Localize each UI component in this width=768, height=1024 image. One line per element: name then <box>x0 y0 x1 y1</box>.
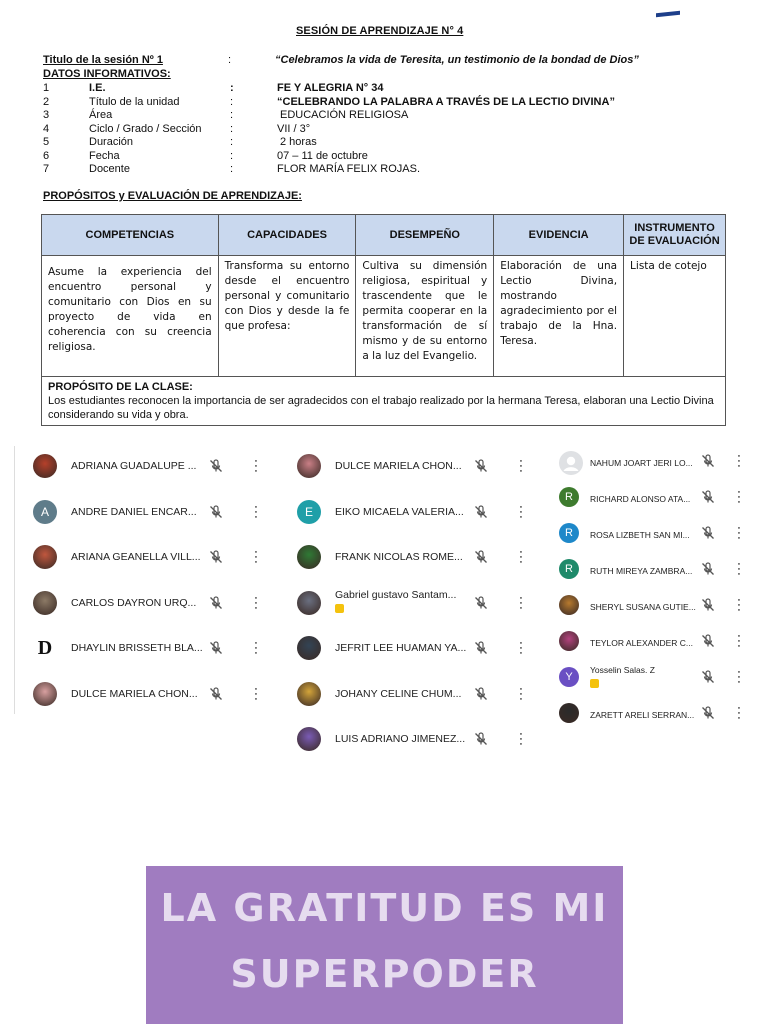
participant-name: CARLOS DAYRON URQ... <box>71 596 197 609</box>
photo-avatar <box>297 545 321 569</box>
participant-name: NAHUM JOART JERI LO... <box>590 458 693 468</box>
more-options-icon[interactable]: ● ● ● <box>737 705 741 720</box>
more-options-icon[interactable]: ● ● ● <box>737 597 741 612</box>
info-row: 5 Duración : 2 horas <box>43 136 317 148</box>
mic-off-icon[interactable] <box>473 731 489 747</box>
mic-off-icon[interactable] <box>700 633 716 649</box>
participant-name: ADRIANA GUADALUPE ... <box>71 460 197 472</box>
participant-tile[interactable] <box>297 588 529 615</box>
participant-name: EIKO MICAELA VALERIA... <box>335 505 464 518</box>
photo-avatar <box>297 727 321 751</box>
info-row: 3 Área : EDUCACIÓN RELIGIOSA <box>43 109 409 121</box>
avatar-letter: Y <box>559 667 579 687</box>
mic-off-icon[interactable] <box>208 686 224 702</box>
header-instrumento: INSTRUMENTO DE EVALUACIÓN <box>624 215 726 256</box>
avatar-letter: E <box>297 500 321 524</box>
participant-tile[interactable] <box>297 636 529 660</box>
participant-name: JEFRIT LEE HUAMAN YA... <box>335 642 467 654</box>
cell-instrumento: Lista de cotejo <box>624 256 726 377</box>
datos-heading: DATOS INFORMATIVOS: <box>43 68 171 80</box>
mic-off-icon[interactable] <box>700 597 716 613</box>
panel-divider <box>14 446 15 714</box>
participant-tile[interactable] <box>33 591 264 615</box>
blue-mark <box>656 11 680 18</box>
cell-evidencia: Elaboración de una Lectio Divina, mostrando agradecimiento por el trabajo de la Hna. Teresa. <box>494 256 624 377</box>
participant-name: RUTH MIREYA ZAMBRA... <box>590 566 693 576</box>
mic-off-icon[interactable] <box>208 640 224 656</box>
participant-tile[interactable] <box>559 487 747 511</box>
more-options-icon[interactable]: ● ● ● <box>519 549 523 564</box>
info-row: 2 Título de la unidad : “CELEBRANDO LA PALABRA A TRAVÉS DE LA LECTIO DIVINA” <box>43 95 615 108</box>
participant-tile[interactable] <box>297 500 529 524</box>
more-options-icon[interactable]: ● ● ● <box>737 561 741 576</box>
mic-off-icon[interactable] <box>208 595 224 611</box>
more-options-icon[interactable]: ● ● ● <box>254 549 258 564</box>
photo-avatar <box>559 631 579 651</box>
participant-name: DULCE MARIELA CHON... <box>71 687 198 700</box>
participant-tile[interactable] <box>559 703 747 727</box>
participant-tile[interactable] <box>559 631 747 655</box>
cell-competencia: Asume la experiencia del encuentro personal y comunitario con Dios en su proyecto de vida en coherencia con su creencia religiosa. <box>42 256 219 377</box>
info-row: 6 Fecha : 07 – 11 de octubre <box>43 149 368 162</box>
participant-name: Gabriel gustavo Santam... <box>335 588 457 601</box>
banner-line-2: SUPERPODER <box>230 952 539 996</box>
participant-tile[interactable] <box>33 636 264 660</box>
participant-tile[interactable] <box>559 667 747 691</box>
more-options-icon[interactable]: ● ● ● <box>519 594 523 610</box>
gratitude-banner <box>146 866 623 1024</box>
participant-tile[interactable] <box>297 454 529 478</box>
participant-tile[interactable] <box>33 500 264 524</box>
photo-avatar <box>33 454 57 478</box>
participant-name: RICHARD ALONSO ATA... <box>590 494 691 504</box>
more-options-icon[interactable]: ● ● ● <box>254 594 258 610</box>
info-row: 1 I.E. : FE Y ALEGRIA N° 34 <box>43 82 384 94</box>
photo-avatar <box>297 591 321 615</box>
participant-tile[interactable] <box>559 523 747 547</box>
mic-off-icon[interactable] <box>700 453 716 469</box>
avatar-letter: D <box>33 636 57 660</box>
doc-title: SESIÓN DE APRENDIZAJE N° 4 <box>296 25 464 37</box>
more-options-icon[interactable]: ● ● ● <box>519 640 523 655</box>
photo-avatar <box>33 591 57 615</box>
participant-name: JOHANY CELINE CHUM... <box>335 687 462 700</box>
participant-tile[interactable] <box>559 595 747 619</box>
participant-tile[interactable] <box>297 727 529 751</box>
class-purpose-cell <box>42 377 726 426</box>
mic-off-icon[interactable] <box>473 458 489 474</box>
info-row: 4 Ciclo / Grado / Sección : VII / 3° <box>43 122 311 135</box>
avatar-letter: R <box>559 559 579 579</box>
purposes-table <box>41 214 726 426</box>
avatar-letter: A <box>33 500 57 524</box>
header-desempeno: DESEMPEÑO <box>356 215 494 256</box>
more-options-icon[interactable]: ● ● ● <box>254 503 258 519</box>
participant-tile[interactable] <box>297 682 529 706</box>
mic-off-icon[interactable] <box>208 458 224 474</box>
header-evidencia: EVIDENCIA <box>494 215 624 256</box>
class-purpose-text: Los estudiantes reconocen la importancia de ser agradecidos con el trabajo realizado por la hermana Teresa, elaboran una Lectio Divina considerando su vida y obra. <box>48 395 714 421</box>
photo-avatar <box>559 703 579 723</box>
photo-avatar <box>33 682 57 706</box>
mic-off-icon[interactable] <box>473 549 489 565</box>
more-options-icon[interactable]: ● ● ● <box>254 640 258 655</box>
cell-capacidad: Transforma su entorno desde el encuentro personal y comunitario con Dios y desde la fe que profesa: <box>218 256 356 377</box>
more-options-icon[interactable]: ● ● ● <box>737 669 741 684</box>
more-options-icon[interactable]: ● ● ● <box>737 453 741 468</box>
participant-tile[interactable] <box>33 545 264 569</box>
more-options-icon[interactable]: ● ● ● <box>519 685 523 701</box>
info-row: 7 Docente : FLOR MARÍA FELIX ROJAS. <box>43 163 421 175</box>
participant-name: ARIANA GEANELLA VILL... <box>71 551 201 563</box>
participant-tile[interactable] <box>33 682 264 706</box>
participant-name: LUIS ADRIANO JIMENEZ... <box>335 733 466 745</box>
more-options-icon[interactable]: ● ● ● <box>519 458 523 473</box>
mic-off-icon[interactable] <box>700 489 716 505</box>
header-competencias: COMPETENCIAS <box>42 215 219 256</box>
mic-off-icon[interactable] <box>208 504 224 520</box>
session-value: “Celebramos la vida de Teresita, un testimonio de la bondad de Dios” <box>275 54 639 66</box>
photo-avatar <box>33 545 57 569</box>
session-colon: : <box>228 54 232 66</box>
default-avatar-icon <box>559 451 579 471</box>
mic-off-icon[interactable] <box>473 504 489 520</box>
more-options-icon[interactable]: ● ● ● <box>254 685 258 701</box>
mic-off-icon[interactable] <box>700 561 716 577</box>
mic-off-icon[interactable] <box>700 525 716 541</box>
photo-avatar <box>559 595 579 615</box>
participant-name: ROSA LIZBETH SAN MI... <box>590 530 690 540</box>
mic-off-icon[interactable] <box>700 705 716 721</box>
participant-name: TEYLOR ALEXANDER C... <box>590 638 693 648</box>
session-label: Titulo de la sesión Nº 1 <box>43 54 163 66</box>
participant-name: ZARETT ARELI SERRAN... <box>590 710 695 720</box>
class-purpose-title: PROPÓSITO DE LA CLASE: <box>48 381 193 393</box>
participant-tile[interactable] <box>33 454 264 478</box>
cell-desempeno: Cultiva su dimensión religiosa, espiritual y trascendente que le permita cooperar en la transformación de sí mismo y de su entorno a la luz del Evangelio. <box>356 256 494 377</box>
more-options-icon[interactable]: ● ● ● <box>254 458 258 473</box>
hand-raise-icon <box>335 604 344 613</box>
more-options-icon[interactable]: ● ● ● <box>737 489 741 504</box>
mic-off-icon[interactable] <box>700 669 716 685</box>
purposes-heading: PROPÓSITOS y EVALUACIÓN DE APRENDIZAJE: <box>43 190 302 202</box>
participant-name: ANDRE DANIEL ENCAR... <box>71 505 197 518</box>
participant-tile[interactable] <box>297 545 529 569</box>
mic-off-icon[interactable] <box>473 640 489 656</box>
participant-tile[interactable] <box>559 451 747 475</box>
avatar-letter: R <box>559 487 579 507</box>
photo-avatar <box>297 454 321 478</box>
more-options-icon[interactable]: ● ● ● <box>737 525 741 540</box>
participant-name: FRANK NICOLAS ROME... <box>335 551 463 563</box>
mic-off-icon[interactable] <box>208 549 224 565</box>
hand-raise-icon <box>590 679 599 688</box>
more-options-icon[interactable]: ● ● ● <box>519 503 523 519</box>
photo-avatar <box>297 636 321 660</box>
photo-avatar <box>297 682 321 706</box>
participant-tile[interactable] <box>559 559 747 583</box>
participant-name: Yosselin Salas. Z <box>590 665 655 675</box>
participant-name: SHERYL SUSANA GUTIE... <box>590 602 696 612</box>
avatar-letter: R <box>559 523 579 543</box>
banner-line-1: LA GRATITUD ES MI <box>160 886 609 930</box>
participant-name: DULCE MARIELA CHON... <box>335 460 462 472</box>
mic-off-icon[interactable] <box>473 686 489 702</box>
header-capacidades: CAPACIDADES <box>218 215 356 256</box>
participant-name: DHAYLIN BRISSETH BLA... <box>71 642 203 654</box>
info-list <box>43 82 723 177</box>
more-options-icon[interactable]: ● ● ● <box>737 633 741 648</box>
more-options-icon[interactable]: ● ● ● <box>519 731 523 746</box>
mic-off-icon[interactable] <box>473 595 489 611</box>
